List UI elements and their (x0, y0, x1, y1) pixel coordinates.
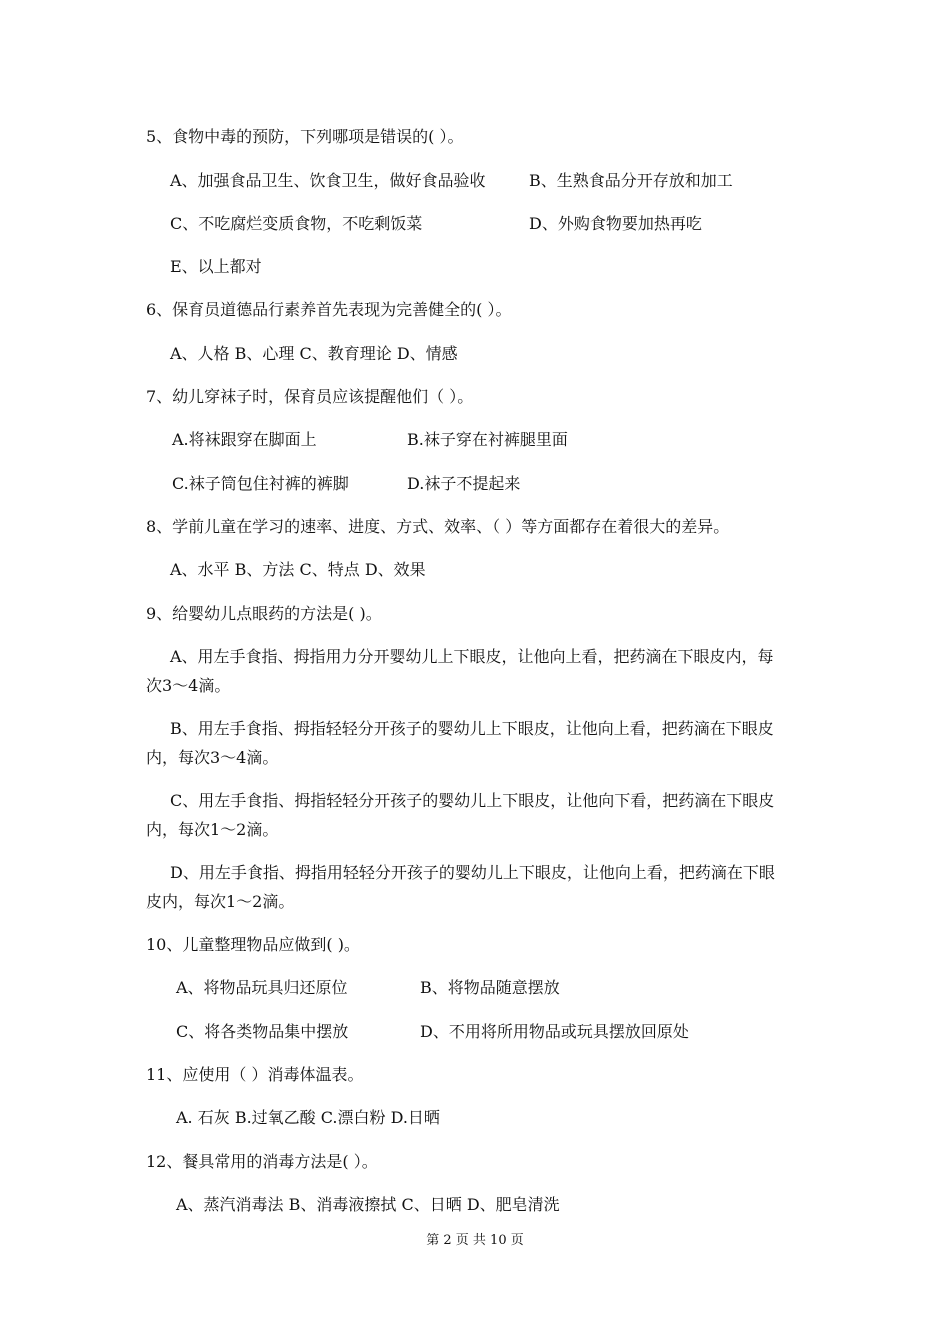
question-10-option-a: A、将物品玩具归还原位 (176, 978, 348, 997)
question-10-option-b: B、将物品随意摆放 (420, 978, 560, 997)
question-5-option-e: E、以上都对 (170, 257, 262, 276)
question-7-option-d: D.袜子不提起来 (407, 474, 521, 493)
question-5-option-b: B、生熟食品分开存放和加工 (529, 171, 733, 190)
question-9-option-a-line1: A、用左手食指、拇指用力分开婴幼儿上下眼皮，让他向上看，把药滴在下眼皮内，每 (170, 647, 774, 666)
question-11-options: A. 石灰 B.过氧乙酸 C.漂白粉 D.日晒 (176, 1108, 440, 1127)
question-9-stem: 9、给婴幼儿点眼药的方法是( )。 (146, 604, 382, 623)
question-8-options: A、水平 B、方法 C、特点 D、效果 (170, 560, 426, 579)
question-7-option-b: B.袜子穿在衬裤腿里面 (407, 430, 568, 449)
question-10-stem: 10、儿童整理物品应做到( )。 (146, 935, 360, 954)
question-9-option-d-line1: D、用左手食指、拇指用轻轻分开孩子的婴幼儿上下眼皮，让他向上看，把药滴在下眼 (170, 863, 775, 882)
question-9-option-a-line2: 次3～4滴。 (146, 676, 231, 695)
question-7-option-c: C.袜子筒包住衬裤的裤脚 (172, 474, 349, 493)
question-10-option-d: D、不用将所用物品或玩具摆放回原处 (420, 1022, 689, 1041)
question-10-option-c: C、将各类物品集中摆放 (176, 1022, 349, 1041)
question-9-option-d-line2: 皮内，每次1～2滴。 (146, 892, 295, 911)
question-9-option-b-line1: B、用左手食指、拇指轻轻分开孩子的婴幼儿上下眼皮，让他向上看，把药滴在下眼皮 (170, 719, 774, 738)
page-number: 第 2 页 共 10 页 (426, 1233, 524, 1248)
question-5-option-d: D、外购食物要加热再吃 (529, 214, 702, 233)
question-9-option-b-line2: 内，每次3～4滴。 (146, 748, 279, 767)
question-6-options: A、人格 B、心理 C、教育理论 D、情感 (170, 344, 458, 363)
question-7-option-a: A.将袜跟穿在脚面上 (172, 430, 317, 449)
question-5-option-a: A、加强食品卫生、饮食卫生，做好食品验收 (170, 171, 486, 190)
question-6-stem: 6、保育员道德品行素养首先表现为完善健全的( ）。 (146, 300, 512, 319)
question-5-option-c: C、不吃腐烂变质食物，不吃剩饭菜 (170, 214, 423, 233)
question-9-option-c-line2: 内，每次1～2滴。 (146, 820, 279, 839)
question-11-stem: 11、应使用（ ）消毒体温表。 (146, 1065, 364, 1084)
question-8-stem: 8、学前儿童在学习的速率、进度、方式、效率、（ ）等方面都存在着很大的差异。 (146, 517, 730, 536)
question-5-stem: 5、食物中毒的预防，下列哪项是错误的( ）。 (146, 127, 464, 146)
question-12-stem: 12、餐具常用的消毒方法是( ）。 (146, 1152, 378, 1171)
question-9-option-c-line1: C、用左手食指、拇指轻轻分开孩子的婴幼儿上下眼皮，让他向下看，把药滴在下眼皮 (170, 791, 775, 810)
question-7-stem: 7、幼儿穿袜子时，保育员应该提醒他们（ ）。 (146, 387, 474, 406)
question-12-options: A、蒸汽消毒法 B、消毒液擦拭 C、日晒 D、肥皂清洗 (176, 1195, 560, 1214)
